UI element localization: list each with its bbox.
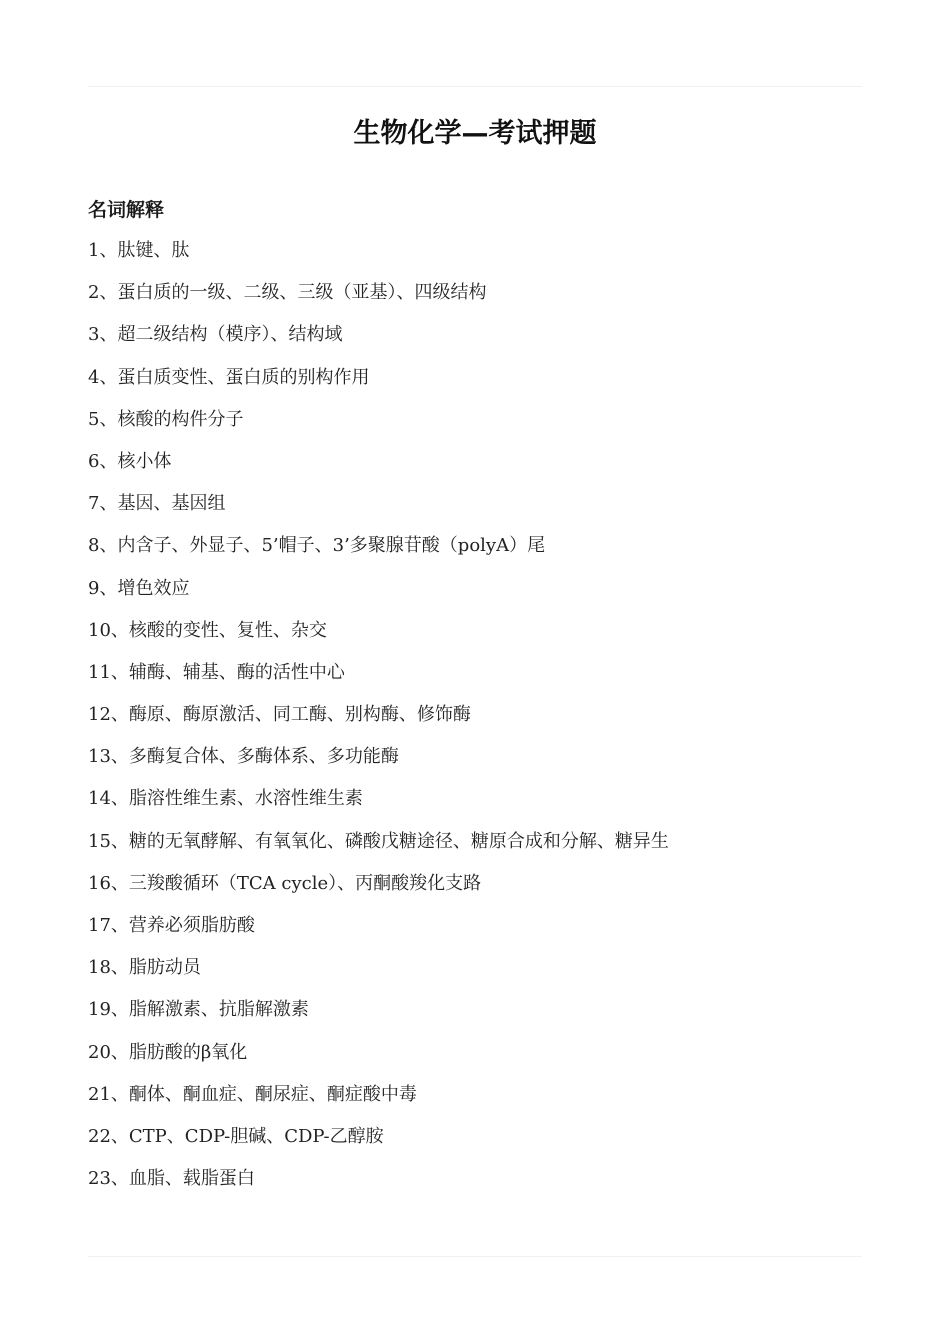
list-item: 20、脂肪酸的β氧化 <box>88 1041 248 1063</box>
list-item: 3、超二级结构（模序）、结构域 <box>88 324 343 346</box>
list-item: 2、蛋白质的一级、二级、三级（亚基）、四级结构 <box>88 282 487 304</box>
list-item: 22、CTP、CDP-胆碱、CDP-乙醇胺 <box>88 1125 384 1147</box>
list-item: 5、核酸的构件分子 <box>88 408 244 430</box>
list-item: 14、脂溶性维生素、水溶性维生素 <box>88 788 363 810</box>
list-item: 7、基因、基因组 <box>88 493 226 515</box>
list-item: 4、蛋白质变性、蛋白质的别构作用 <box>88 366 370 388</box>
list-item: 6、核小体 <box>88 450 172 472</box>
list-item: 1、肽键、肽 <box>88 240 190 261</box>
list-item: 19、脂解激素、抗脂解激素 <box>88 999 309 1021</box>
list-item: 23、血脂、载脂蛋白 <box>88 1168 255 1190</box>
list-item: 10、核酸的变性、复性、杂交 <box>88 619 327 641</box>
list-item: 9、增色效应 <box>88 577 190 599</box>
list-item: 8、内含子、外显子、5’帽子、3’多聚腺苷酸（polyA）尾 <box>88 535 546 557</box>
list-item: 21、酮体、酮血症、酮尿症、酮症酸中毒 <box>88 1083 417 1105</box>
list-item: 17、营养必须脂肪酸 <box>88 915 255 936</box>
section-heading: 名词解释 <box>88 199 165 221</box>
list-item: 12、酶原、酶原激活、同工酶、别构酶、修饰酶 <box>88 704 471 726</box>
list-item: 18、脂肪动员 <box>88 957 201 979</box>
term-list <box>88 236 868 1206</box>
document-title: 生物化学—考试押题 <box>353 118 597 149</box>
header-divider <box>88 86 862 87</box>
list-item: 15、糖的无氧酵解、有氧氧化、磷酸戊糖途径、糖原合成和分解、糖异生 <box>88 830 669 852</box>
list-item: 16、三羧酸循环（TCA cycle）、丙酮酸羧化支路 <box>88 872 482 894</box>
footer-divider <box>88 1256 862 1257</box>
list-item: 11、辅酶、辅基、酶的活性中心 <box>88 661 345 683</box>
list-item: 13、多酶复合体、多酶体系、多功能酶 <box>88 746 399 768</box>
